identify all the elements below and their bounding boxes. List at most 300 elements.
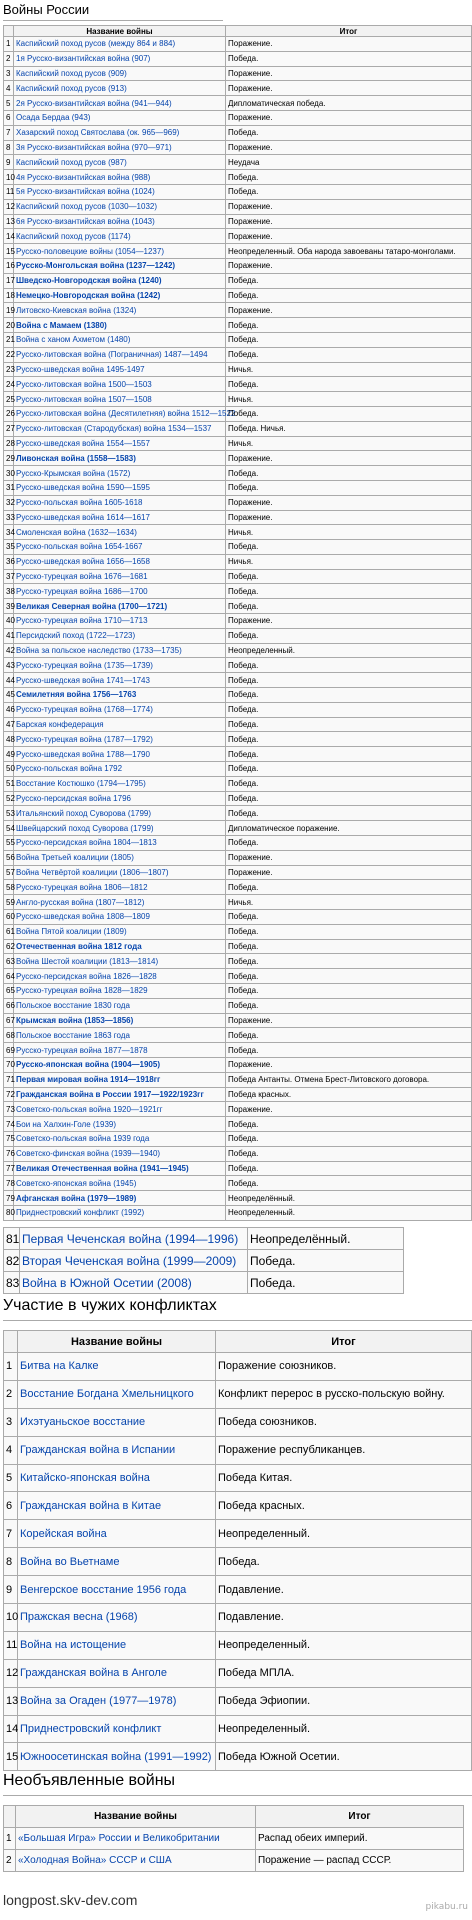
war-result: Победа.	[226, 1131, 472, 1146]
table-row	[4, 318, 472, 333]
table-row	[4, 702, 472, 717]
table-row	[4, 184, 472, 199]
section-rule	[3, 20, 223, 21]
war-name-cell	[14, 318, 226, 333]
war-link[interactable]: Англо-русская война (1807—1812)	[16, 897, 145, 907]
row-number: 25	[4, 392, 14, 407]
war-name-cell	[14, 495, 226, 510]
row-number: 15	[4, 1743, 18, 1771]
table-row	[4, 510, 472, 525]
war-name-cell	[20, 1250, 248, 1272]
war-link[interactable]: Русско-турецкая война 1806—1812	[16, 882, 148, 892]
war-result: Победа.	[226, 791, 472, 806]
table-row	[4, 599, 472, 614]
war-link[interactable]: Русско-Крымская война (1572)	[16, 468, 131, 478]
row-number: 7	[4, 125, 14, 140]
table-row	[4, 806, 472, 821]
table-row	[4, 1492, 472, 1520]
row-number: 9	[4, 1576, 18, 1604]
war-link[interactable]: Война Шестой коалиции (1813—1814)	[16, 956, 159, 966]
table-row	[4, 1743, 472, 1771]
row-number: 81	[4, 1228, 20, 1250]
war-result: Поражение.	[226, 850, 472, 865]
row-number: 55	[4, 836, 14, 851]
war-link[interactable]: Русско-шведская война 1656—1658	[16, 557, 150, 567]
war-result: Поражение.	[226, 451, 472, 466]
war-link[interactable]: Польское восстание 1863 года	[16, 1030, 130, 1040]
war-link[interactable]: Польское восстание 1830 года	[16, 1001, 130, 1011]
war-name-cell	[14, 303, 226, 318]
col-war-name: Название войны	[16, 1806, 256, 1828]
war-link[interactable]: Корейская война	[20, 1527, 107, 1540]
war-link[interactable]: Война Третьей коалиции (1805)	[16, 853, 134, 863]
war-link[interactable]: Русско-турецкая война 1828—1829	[16, 986, 148, 996]
war-name-cell	[14, 480, 226, 495]
war-link[interactable]: Война с Мамаем (1380)	[16, 320, 107, 330]
war-link[interactable]: Русско-шведская война 1741—1743	[16, 675, 150, 685]
row-number: 77	[4, 1161, 14, 1176]
war-result: Победа.	[226, 347, 472, 362]
row-number: 75	[4, 1131, 14, 1146]
war-result: Конфликт перерос в русско-польскую войну.	[216, 1380, 472, 1408]
table-row	[4, 1072, 472, 1087]
war-link[interactable]: Русско-шведская война 1808—1809	[16, 912, 150, 922]
war-link[interactable]: Русско-персидская война 1804—1813	[16, 838, 157, 848]
row-number: 53	[4, 806, 14, 821]
war-name-cell	[14, 421, 226, 436]
war-result: Победа.	[226, 332, 472, 347]
war-link[interactable]: Гражданская война в Испании	[20, 1444, 176, 1457]
war-link[interactable]: Ихэтуаньское восстание	[20, 1416, 146, 1429]
war-result: Победа.	[226, 954, 472, 969]
row-number: 45	[4, 688, 14, 703]
table-row	[4, 1408, 472, 1436]
war-link[interactable]: Смоленская война (1632—1634)	[16, 527, 137, 537]
war-result: Победа.	[226, 377, 472, 392]
war-name-cell	[14, 155, 226, 170]
war-link[interactable]: 4я Русско-византийская война (988)	[16, 172, 151, 182]
war-result: Ничья.	[226, 895, 472, 910]
war-link[interactable]: Каспийский поход русов (между 864 и 884)	[16, 39, 176, 49]
table-row	[4, 1161, 472, 1176]
war-name-cell	[18, 1492, 216, 1520]
war-link[interactable]: 3я Русско-византийская война (970—971)	[16, 142, 172, 152]
war-result: Победа Южной Осетии.	[216, 1743, 472, 1771]
war-name-cell	[14, 51, 226, 66]
table-row	[4, 332, 472, 347]
war-link[interactable]: Первая Чеченская война (1994—1996)	[22, 1231, 239, 1246]
section-title-foreign-conflicts: Участие в чужих конфликтах	[3, 1297, 217, 1314]
war-name-cell	[14, 628, 226, 643]
table-row	[4, 362, 472, 377]
war-link[interactable]: Русско-литовская (Стародубская) война 1534—1537	[16, 424, 212, 434]
war-link[interactable]: Отечественная война 1812 года	[16, 942, 142, 951]
war-result: Победа.	[226, 184, 472, 199]
war-name-cell	[18, 1353, 216, 1381]
foreign-conflicts-table	[3, 1330, 472, 1771]
table-row	[4, 288, 472, 303]
table-row	[4, 1828, 464, 1850]
war-result: Победа.	[226, 658, 472, 673]
table-row	[4, 540, 472, 555]
table-row	[4, 81, 472, 96]
war-link[interactable]: Осада Бердаа (943)	[16, 113, 91, 123]
table-row	[4, 1464, 472, 1492]
war-name-cell	[14, 510, 226, 525]
war-link[interactable]: Семилетняя война 1756—1763	[16, 690, 137, 700]
table-row	[4, 880, 472, 895]
war-link[interactable]: Итальянский поход Суворова (1799)	[16, 808, 152, 818]
war-link[interactable]: Немецко-Новгородская война (1242)	[16, 290, 161, 300]
row-number: 44	[4, 673, 14, 688]
war-result: Неопределенный.	[226, 1205, 472, 1220]
row-number: 27	[4, 421, 14, 436]
war-result: Поражение.	[226, 1102, 472, 1117]
war-link[interactable]: «Большая Игра» России и Великобритании	[18, 1833, 220, 1844]
war-result: Поражение.	[226, 865, 472, 880]
war-name-cell	[14, 747, 226, 762]
table-row	[4, 791, 472, 806]
war-result: Победа. Ничья.	[226, 421, 472, 436]
row-number: 1	[4, 1828, 16, 1850]
war-name-cell	[14, 554, 226, 569]
row-number: 17	[4, 273, 14, 288]
war-link[interactable]: Каспийский поход русов (909)	[16, 68, 127, 78]
row-number: 5	[4, 96, 14, 111]
war-link[interactable]: Советско-японская война (1945)	[16, 1178, 137, 1188]
war-result: Победа.	[226, 125, 472, 140]
war-link[interactable]: Пражская весна (1968)	[20, 1611, 138, 1624]
war-link[interactable]: Гражданская война в Китае	[20, 1499, 162, 1512]
war-result: Победа.	[226, 939, 472, 954]
row-number: 36	[4, 554, 14, 569]
war-name-cell	[14, 910, 226, 925]
war-name-cell	[20, 1228, 248, 1250]
war-link[interactable]: Война Пятой коалиции (1809)	[16, 927, 127, 937]
war-name-cell	[14, 525, 226, 540]
war-link[interactable]: Гражданская война в России 1917—1922/1923гг	[16, 1089, 204, 1099]
table-row	[4, 1520, 472, 1548]
war-name-cell	[14, 702, 226, 717]
war-link[interactable]: Русско-турецкая война (1735—1739)	[16, 660, 153, 670]
war-result: Победа.	[226, 762, 472, 777]
table-row	[4, 688, 472, 703]
row-number: 74	[4, 1117, 14, 1132]
table-row	[4, 1631, 472, 1659]
row-number: 24	[4, 377, 14, 392]
war-link[interactable]: Русско-литовская война 1507—1508	[16, 394, 152, 404]
war-name-cell	[14, 347, 226, 362]
table-row	[4, 554, 472, 569]
war-name-cell	[14, 377, 226, 392]
war-link[interactable]: Шведско-Новгородская война (1240)	[16, 276, 162, 286]
war-result: Неопределенный.	[226, 643, 472, 658]
war-result: Победа.	[226, 170, 472, 185]
war-link[interactable]: 1я Русско-византийская война (907)	[16, 54, 151, 64]
row-number: 30	[4, 466, 14, 481]
undeclared-wars-table	[3, 1805, 464, 1872]
row-number: 3	[4, 1408, 18, 1436]
war-name-cell	[14, 466, 226, 481]
war-result: Победа.	[226, 51, 472, 66]
war-name-cell	[18, 1380, 216, 1408]
war-link[interactable]: Русско-турецкая война 1676—1681	[16, 572, 148, 582]
war-name-cell	[14, 540, 226, 555]
war-name-cell	[18, 1408, 216, 1436]
row-number: 29	[4, 451, 14, 466]
war-name-cell	[14, 717, 226, 732]
war-link[interactable]: Русско-турецкая война 1877—1878	[16, 1045, 148, 1055]
row-number: 1	[4, 37, 14, 52]
table-row	[4, 140, 472, 155]
row-number: 82	[4, 1250, 20, 1272]
war-name-cell	[14, 984, 226, 999]
row-number: 58	[4, 880, 14, 895]
war-link[interactable]: Русско-турецкая война 1686—1700	[16, 586, 148, 596]
war-link[interactable]: Русско-шведская война 1614—1617	[16, 512, 150, 522]
war-link[interactable]: Советско-финская война (1939—1940)	[16, 1149, 161, 1159]
war-link[interactable]: Литовско-Киевская война (1324)	[16, 305, 137, 315]
war-result: Победа.	[226, 1028, 472, 1043]
war-link[interactable]: Русско-польская война 1654-1667	[16, 542, 143, 552]
war-result: Победа.	[226, 466, 472, 481]
war-result: Победа.	[226, 569, 472, 584]
table-row	[4, 1604, 472, 1632]
row-number: 20	[4, 318, 14, 333]
war-link[interactable]: Вторая Чеченская война (1999—2009)	[22, 1253, 237, 1268]
war-link[interactable]: Русско-половецкие войны (1054—1237)	[16, 246, 164, 256]
war-link[interactable]: Советско-польская война 1920—1921гг	[16, 1104, 163, 1114]
war-name-cell	[14, 939, 226, 954]
war-result: Поражение.	[226, 303, 472, 318]
table-row	[4, 1548, 472, 1576]
war-link[interactable]: Каспийский поход русов (913)	[16, 83, 127, 93]
row-number: 37	[4, 569, 14, 584]
table-row	[4, 1272, 404, 1294]
war-link[interactable]: Швейцарский поход Суворова (1799)	[16, 823, 154, 833]
row-number: 16	[4, 258, 14, 273]
table-row	[4, 421, 472, 436]
row-number: 83	[4, 1272, 20, 1294]
war-link[interactable]: Русско-польская война 1792	[16, 764, 123, 774]
table-row	[4, 628, 472, 643]
war-link[interactable]: Русско-Монгольская война (1237—1242)	[16, 261, 176, 271]
col-number	[4, 1331, 18, 1353]
table-row	[4, 673, 472, 688]
war-link[interactable]: Битва на Калке	[20, 1360, 99, 1373]
table-row	[4, 1043, 472, 1058]
war-result: Победа.	[226, 540, 472, 555]
war-link[interactable]: Русско-персидская война 1796	[16, 794, 131, 804]
row-number: 40	[4, 614, 14, 629]
table-row	[4, 836, 472, 851]
war-name-cell	[14, 244, 226, 259]
war-link[interactable]: Русско-шведская война 1590—1595	[16, 483, 150, 493]
war-name-cell	[14, 392, 226, 407]
war-name-cell	[14, 895, 226, 910]
war-link[interactable]: Крымская война (1853—1856)	[16, 1015, 134, 1025]
war-name-cell	[14, 288, 226, 303]
row-number: 60	[4, 910, 14, 925]
war-result: Победа.	[226, 688, 472, 703]
war-name-cell	[14, 140, 226, 155]
war-link[interactable]: Великая Отечественная война (1941—1945)	[16, 1163, 189, 1173]
war-link[interactable]: Война с ханом Ахметом (1480)	[16, 335, 131, 345]
row-number: 72	[4, 1087, 14, 1102]
war-link[interactable]: Советско-польская война 1939 года	[16, 1134, 150, 1144]
war-name-cell	[14, 1043, 226, 1058]
table-row	[4, 436, 472, 451]
table-row	[4, 480, 472, 495]
war-name-cell	[14, 880, 226, 895]
table-row	[4, 969, 472, 984]
war-link[interactable]: Русско-шведская война 1788—1790	[16, 749, 150, 759]
war-result: Поражение.	[226, 214, 472, 229]
war-link[interactable]: Каспийский поход русов (1030—1032)	[16, 202, 158, 212]
war-result: Победа.	[226, 273, 472, 288]
row-number: 63	[4, 954, 14, 969]
war-link[interactable]: Война Четвёртой коалиции (1806—1807)	[16, 868, 169, 878]
war-name-cell	[18, 1464, 216, 1492]
war-result: Поражение.	[226, 495, 472, 510]
table-row	[4, 1028, 472, 1043]
war-result: Победа.	[226, 1117, 472, 1132]
row-number: 3	[4, 66, 14, 81]
war-link[interactable]: Южноосетинская война (1991—1992)	[20, 1750, 212, 1763]
war-link[interactable]: Первая мировая война 1914—1918гг	[16, 1075, 161, 1085]
war-result: Победа Китая.	[216, 1464, 472, 1492]
row-number: 51	[4, 776, 14, 791]
row-number: 42	[4, 643, 14, 658]
war-result: Дипломатическое поражение.	[226, 821, 472, 836]
war-name-cell	[14, 584, 226, 599]
war-result: Победа.	[226, 732, 472, 747]
row-number: 66	[4, 998, 14, 1013]
war-name-cell	[14, 865, 226, 880]
col-result: Итог	[216, 1331, 472, 1353]
table-row	[4, 214, 472, 229]
table-row	[4, 895, 472, 910]
war-link[interactable]: Война в Южной Осетии (2008)	[22, 1275, 192, 1290]
table-row	[4, 1013, 472, 1028]
table-row	[4, 66, 472, 81]
table-row	[4, 747, 472, 762]
war-link[interactable]: Китайско-японская война	[20, 1472, 150, 1484]
war-name-cell	[14, 37, 226, 52]
row-number: 33	[4, 510, 14, 525]
war-link[interactable]: 2я Русско-византийская война (941—944)	[16, 98, 172, 108]
war-link[interactable]: Русско-японская война (1904—1905)	[16, 1060, 160, 1070]
war-link[interactable]: 5я Русско-византийская война (1024)	[16, 187, 155, 197]
war-link[interactable]: Бои на Халхин-Голе (1939)	[16, 1119, 117, 1129]
war-link[interactable]: Великая Северная война (1700—1721)	[16, 601, 168, 611]
war-name-cell	[14, 1013, 226, 1028]
war-name-cell	[14, 1102, 226, 1117]
table-row	[4, 1380, 472, 1408]
war-link[interactable]: Ливонская война (1558—1583)	[16, 453, 136, 463]
war-link[interactable]: Русско-литовская война (Пограничная) 1487—1494	[16, 350, 208, 360]
table-row	[4, 96, 472, 111]
war-link[interactable]: Русско-литовская война (Десятилетняя) война 1512—1522	[16, 409, 236, 419]
war-link[interactable]: Каспийский поход русов (1174)	[16, 231, 131, 241]
war-link[interactable]: Русско-литовская война 1500—1503	[16, 379, 152, 389]
war-result: Дипломатическая победа.	[226, 96, 472, 111]
war-link[interactable]: Война во Вьетнаме	[20, 1555, 120, 1568]
row-number: 2	[4, 51, 14, 66]
table-row	[4, 525, 472, 540]
war-name-cell	[14, 998, 226, 1013]
table-row	[4, 155, 472, 170]
war-link[interactable]: Восстание Богдана Хмельницкого	[20, 1388, 194, 1401]
table-row	[4, 377, 472, 392]
war-link[interactable]: Русско-польская война 1605-1618	[16, 498, 143, 508]
war-link[interactable]: Война на истощение	[20, 1639, 127, 1652]
watermark-logo: pikabu.ru	[425, 1902, 468, 1912]
war-result: Поражение.	[226, 614, 472, 629]
war-link[interactable]: Каспийский поход русов (987)	[16, 157, 127, 167]
war-result: Победа.	[226, 747, 472, 762]
war-link[interactable]: Война за польское наследство (1733—1735)	[16, 646, 182, 656]
row-number: 26	[4, 406, 14, 421]
war-link[interactable]: Русско-шведская война 1554—1557	[16, 438, 150, 448]
row-number: 8	[4, 140, 14, 155]
row-number: 32	[4, 495, 14, 510]
row-number: 47	[4, 717, 14, 732]
war-name-cell	[14, 258, 226, 273]
table-row	[4, 643, 472, 658]
table-row	[4, 244, 472, 259]
war-result: Поражение союзников.	[216, 1353, 472, 1381]
war-link[interactable]: Хазарский поход Святослава (ок. 965—969)	[16, 128, 180, 138]
war-link[interactable]: Приднестровский конфликт (1992)	[16, 1208, 145, 1218]
war-link[interactable]: Венгерское восстание 1956 года	[20, 1583, 187, 1596]
war-result: Поражение — распад СССР.	[256, 1850, 464, 1872]
war-name-cell	[18, 1659, 216, 1687]
war-link[interactable]: Русско-шведская война 1495-1497	[16, 364, 145, 374]
table-row	[4, 1146, 472, 1161]
row-number: 15	[4, 244, 14, 259]
war-result: Победа.	[216, 1548, 472, 1576]
war-link[interactable]: Персидский поход (1722—1723)	[16, 631, 136, 641]
war-link[interactable]: «Холодная Война» СССР и США	[18, 1855, 172, 1866]
table-row	[4, 1576, 472, 1604]
war-link[interactable]: 6я Русско-византийская война (1043)	[16, 216, 155, 226]
war-link[interactable]: Приднестровский конфликт	[20, 1723, 162, 1736]
war-link[interactable]: Русско-персидская война 1826—1828	[16, 971, 157, 981]
row-number: 79	[4, 1191, 14, 1206]
table-row	[4, 1715, 472, 1743]
row-number: 6	[4, 110, 14, 125]
table-row	[4, 125, 472, 140]
war-link[interactable]: Барская конфедерация	[16, 720, 104, 730]
war-link[interactable]: Восстание Костюшко (1794—1795)	[16, 779, 146, 789]
war-result: Неопределенный.	[216, 1715, 472, 1743]
war-link[interactable]: Русско-турецкая война 1710—1713	[16, 616, 148, 626]
war-link[interactable]: Война за Огаден (1977—1978)	[20, 1695, 177, 1708]
war-link[interactable]: Русско-турецкая война (1787—1792)	[16, 734, 153, 744]
war-result: Победа.	[248, 1272, 404, 1294]
row-number: 10	[4, 1604, 18, 1632]
war-name-cell	[18, 1548, 216, 1576]
war-link[interactable]: Русско-турецкая война (1768—1774)	[16, 705, 153, 715]
row-number: 2	[4, 1850, 16, 1872]
col-result: Итог	[226, 26, 472, 37]
table-row	[4, 998, 472, 1013]
table-row	[4, 776, 472, 791]
war-link[interactable]: Афганская война (1979—1989)	[16, 1193, 137, 1203]
war-link[interactable]: Гражданская война в Анголе	[20, 1667, 167, 1680]
row-number: 22	[4, 347, 14, 362]
